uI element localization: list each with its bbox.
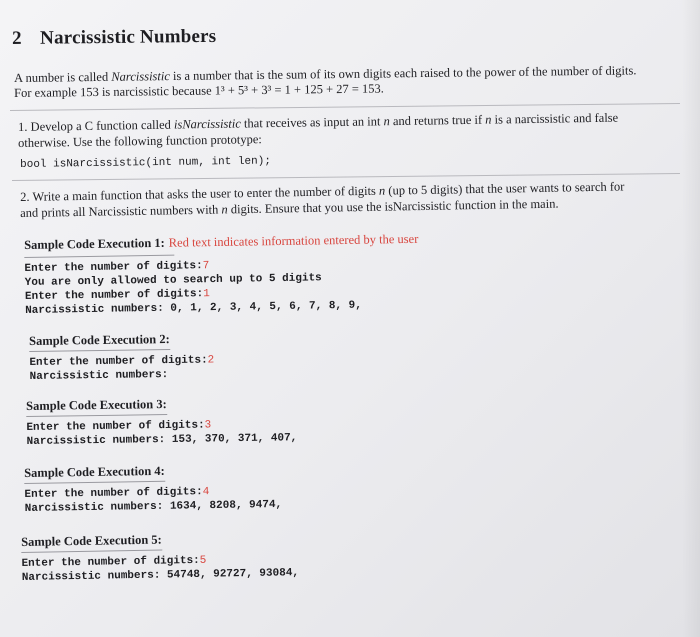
console-output: Narcissistic numbers: 0, 1, 2, 3, 4, 5, 6, 7, 8, 9, — [25, 299, 362, 317]
console-prompt: Enter the number of digits: — [24, 288, 204, 303]
sample-execution-5 — [21, 528, 299, 585]
task2-var-n2: n — [221, 202, 228, 217]
task1-var-n2: n — [485, 112, 492, 127]
task1-var-n: n — [383, 114, 390, 129]
intro-text-a: A number is called — [14, 69, 112, 85]
user-input: 7 — [202, 260, 210, 273]
sample-execution-3 — [26, 393, 297, 449]
user-input: 3 — [204, 419, 212, 432]
console-output: Narcissistic numbers: 54748, 92727, 93084, — [21, 567, 300, 584]
console-output: Narcissistic numbers: 1634, 8208, 9474, — [24, 498, 283, 515]
user-input: 1 — [203, 288, 210, 301]
console-prompt: Enter the number of digits: — [21, 554, 200, 570]
console-prompt: Enter the number of digits: — [24, 260, 203, 275]
section-title — [12, 26, 216, 50]
intro-line-2: For example 153 is narcissistic because 1³ + 5³ + 3³ = 1 + 125 + 27 = 153. — [14, 81, 384, 100]
console-line — [29, 353, 214, 370]
user-input: 2 — [207, 354, 215, 367]
task1-line-2: otherwise. Use the following function prototype: — [18, 132, 262, 150]
sample-execution-1 — [24, 230, 419, 318]
sample-execution-title: Sample Code Execution 4: — [24, 464, 165, 484]
section-title-text: Narcissistic Numbers — [39, 25, 217, 49]
console-line — [25, 498, 283, 516]
task1-text-b: that receives as input an int — [240, 114, 384, 131]
title-underline — [24, 255, 174, 258]
console-output: Narcissistic numbers: — [29, 369, 169, 383]
sample-execution-4 — [24, 460, 282, 516]
user-input: 4 — [202, 486, 210, 499]
task1-function-name: isNarcissistic — [173, 116, 241, 132]
task2-text-d: digits. Ensure that you use the isNarcissistic function in the main. — [227, 196, 559, 217]
page-edge-shadow — [682, 0, 700, 637]
console-prompt: Enter the number of digits: — [29, 354, 208, 369]
task1-text-a: 1. Develop a C function called — [18, 117, 175, 134]
console-prompt: Enter the number of digits: — [26, 419, 205, 434]
task2-text-b: (up to 5 digits) that the user wants to search for — [385, 179, 625, 198]
sample-execution-title: Sample Code Execution 3: — [26, 397, 167, 417]
task2-var-n: n — [378, 183, 386, 198]
console-output: Narcissistic numbers: 153, 370, 371, 407, — [26, 432, 298, 448]
red-text-note: Red text indicates information entered by the user — [168, 231, 419, 250]
section-number: 2 — [12, 27, 22, 49]
divider — [10, 103, 680, 111]
intro-text-b: is a number that is the sum of its own digits each raised to the power of the number of digits. — [169, 63, 637, 84]
sample-execution-title: Sample Code Execution 1: — [24, 235, 165, 252]
console-prompt: Enter the number of digits: — [24, 486, 203, 501]
task1-text-d: is a narcissistic and false — [491, 110, 619, 127]
user-input: 5 — [199, 554, 207, 567]
console-line — [27, 431, 298, 449]
task1-line-1 — [18, 111, 618, 135]
sample-execution-2 — [29, 329, 215, 384]
function-prototype: bool isNarcissistic(int num, int len); — [20, 155, 272, 171]
task2-text-a: 2. Write a main function that asks the user to enter the number of digits — [20, 183, 380, 204]
intro-term: Narcissistic — [111, 69, 170, 84]
console-line — [30, 367, 215, 384]
task1-text-c: and returns true if — [389, 112, 486, 129]
sample-execution-title: Sample Code Execution 5: — [21, 533, 162, 553]
console-output: You are only allowed to search up to 5 digits — [24, 272, 322, 289]
sample-execution-title: Sample Code Execution 2: — [29, 332, 170, 352]
task2-text-c: and prints all Narcissistic numbers with — [20, 202, 222, 220]
